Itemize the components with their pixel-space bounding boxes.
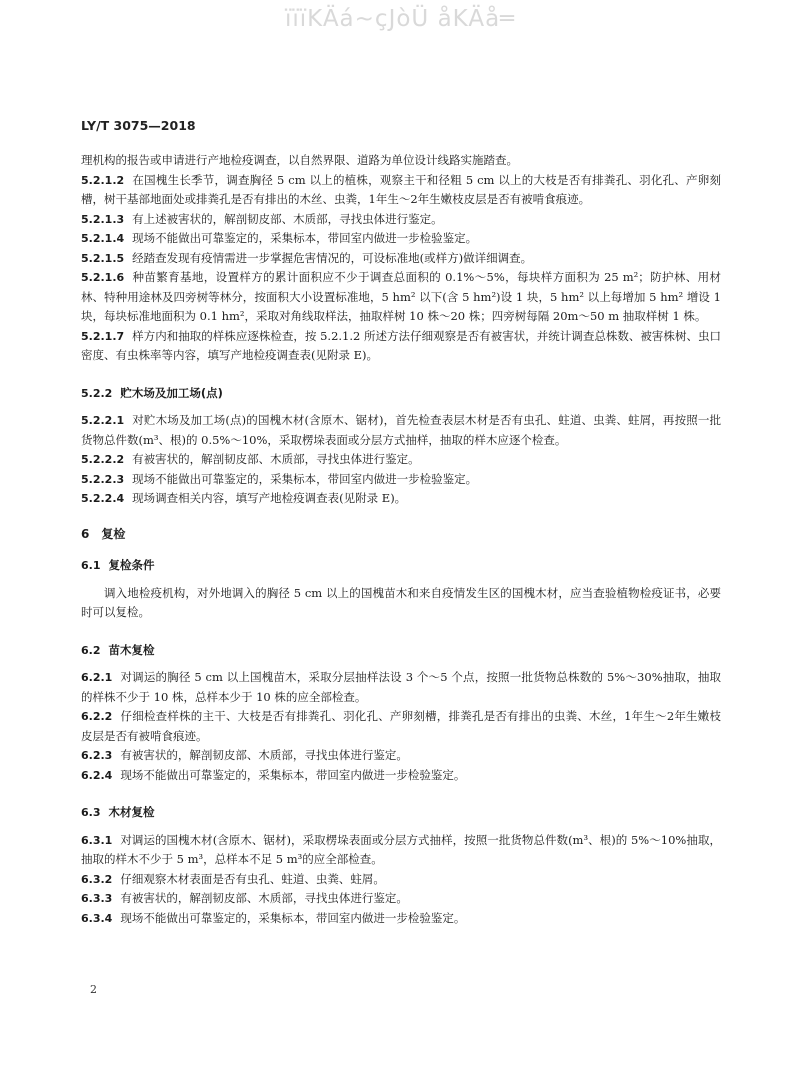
heading-number: 5.2.2 — [81, 386, 113, 400]
heading-title: 复检条件 — [108, 558, 155, 572]
heading-number: 6.1 — [81, 559, 101, 572]
clause-item — [81, 766, 721, 786]
intro-paragraph: 理机构的报告或申请进行产地检疫调查，以自然界限、道路为单位设计线路实施踏查。 — [81, 153, 518, 167]
clause-item — [81, 707, 721, 746]
heading-6 — [81, 525, 721, 545]
clause-item — [81, 489, 721, 509]
clause-number: 6.2.3 — [81, 749, 113, 762]
clause-number: 5.2.1.6 — [81, 271, 125, 284]
clause-item — [81, 229, 721, 249]
clause-text: 仔细检查样株的主干、大枝是否有排粪孔、羽化孔、产卵刻槽，排粪孔是否有排出的虫粪、木丝，1年生～2年生嫩枝皮层是否有被啃食痕迹。 — [81, 709, 721, 743]
clause-number: 5.2.2.4 — [81, 492, 125, 505]
clause-text: 经踏查发现有疫情需进一步掌握危害情况的，可设标准地(或样方)做详细调查。 — [132, 250, 533, 265]
document-body — [81, 151, 721, 928]
heading-6-3 — [81, 803, 721, 823]
clause-text: 现场不能做出可靠鉴定的，采集标本，带回室内做进一步检验鉴定。 — [120, 767, 466, 782]
clause-text: 对贮木场及加工场(点)的国槐木材(含原木、锯材)，首先检查表层木材是否有虫孔、蛀道、虫粪、蛀屑，再按照一批货物总件数(m³、根)的 0.5%～10%，采取楞垛表面或分层方式抽样，抽取的样木应逐个检查。 — [81, 413, 721, 447]
clause-number: 6.2.2 — [81, 710, 113, 723]
clause-number: 5.2.1.3 — [81, 212, 125, 226]
heading-number: 6.3 — [81, 806, 101, 819]
heading-title: 木材复检 — [108, 805, 155, 819]
heading-6-2 — [81, 641, 721, 661]
clause-text: 现场不能做出可靠鉴定的，采集标本，带回室内做进一步检验鉴定。 — [120, 910, 466, 925]
heading-number: 6 — [81, 526, 90, 541]
heading-6-1 — [81, 556, 721, 576]
clause-text: 种苗繁育基地，设置样方的累计面积应不少于调查总面积的 0.1%～5%，每块样方面积为 25 m²；防护林、用材林、特种用途林及四旁树等林分，按面积大小设置标准地，5 hm² 以下(含 5 hm²)设 1 块，5 hm² 以上每增加 5 hm² 增设 1 块，每块标准地面积为 0.1 hm²，采取对角线取样法，抽取样树 10 株～20 株；四旁树每隔 20m～50 m 抽取样树 1 株。 — [81, 270, 721, 323]
clause-item — [81, 327, 721, 366]
heading-5-2-2 — [81, 384, 721, 404]
clause-number: 5.2.1.4 — [81, 232, 125, 245]
clause-text: 现场调查相关内容，填写产地检疫调查表(见附录 E)。 — [132, 491, 407, 505]
clause-item — [81, 909, 721, 929]
clause-item — [81, 870, 721, 890]
clause-list-6-3 — [81, 831, 721, 929]
clause-text: 现场不能做出可靠鉴定的，采集标本，带回室内做进一步检验鉴定。 — [132, 231, 478, 245]
watermark: ïïïKÄá~çJòÜ åKÄå═ — [284, 6, 516, 32]
clause-item — [81, 746, 721, 766]
clause-number: 5.2.2.2 — [81, 453, 125, 466]
clause-text: 在国槐生长季节，调查胸径 5 cm 以上的植株，观察主干和径粗 5 cm 以上的大枝是否有排粪孔、羽化孔、产卵刻槽，树干基部地面处或排粪孔是否有排出的木丝、虫粪，1年生～2年生嫩枝皮层是否有被啃食痕迹。 — [81, 172, 721, 206]
clause-number: 5.2.2.1 — [81, 414, 125, 427]
heading-number: 6.2 — [81, 643, 101, 657]
clause-item — [81, 831, 721, 870]
heading-title: 苗木复检 — [108, 642, 155, 657]
clause-text: 样方内和抽取的样株应逐株检查，按 5.2.1.2 所述方法仔细观察是否有被害状，并统计调查总株数、被害株树、虫口密度、有虫株率等内容，填写产地检疫调查表(见附录 E)。 — [81, 328, 721, 362]
clause-number: 6.3.2 — [81, 872, 113, 886]
clause-list-5-2-2 — [81, 411, 721, 509]
clause-item — [81, 249, 721, 269]
clause-number: 5.2.1.2 — [81, 173, 125, 187]
clause-number: 6.3.1 — [81, 833, 113, 847]
paragraph-6-1: 调入地检疫机构，对外地调入的胸径 5 cm 以上的国槐苗木和来自疫情发生区的国槐木材，应当查验植物检疫证书，必要时可以复检。 — [81, 585, 721, 619]
heading-title: 贮木场及加工场(点) — [120, 385, 223, 400]
clause-text: 有被害状的，解剖韧皮部、木质部，寻找虫体进行鉴定。 — [120, 748, 408, 762]
clause-item — [81, 411, 721, 450]
clause-item — [81, 470, 721, 490]
clause-list-6-2 — [81, 668, 721, 785]
clause-number: 6.3.3 — [81, 892, 113, 905]
clause-text: 现场不能做出可靠鉴定的，采集标本，带回室内做进一步检验鉴定。 — [132, 471, 478, 486]
clause-text: 有上述被害状的，解剖韧皮部、木质部，寻找虫体进行鉴定。 — [132, 211, 443, 226]
clause-list-5-2-1 — [81, 171, 721, 366]
clause-number: 5.2.1.7 — [81, 329, 125, 343]
clause-item — [81, 268, 721, 327]
clause-number: 6.3.4 — [81, 911, 113, 925]
clause-text: 对调运的国槐木材(含原木、锯材)，采取楞垛表面或分层方式抽样，按照一批货物总件数(m³、根)的 5%～10%抽取，抽取的样木不少于 5 m³，总样本不足 5 m³的应全部检查。 — [81, 832, 721, 866]
standard-code: LY/T 3075—2018 — [81, 118, 196, 133]
clause-item — [81, 171, 721, 210]
clause-text: 有被害状的，解剖韧皮部、木质部，寻找虫体进行鉴定。 — [120, 891, 408, 905]
page-number: 2 — [90, 983, 97, 996]
clause-item — [81, 889, 721, 909]
clause-item — [81, 450, 721, 470]
heading-title: 复检 — [101, 526, 126, 541]
clause-number: 5.2.1.5 — [81, 251, 125, 265]
clause-text: 有被害状的，解剖韧皮部、木质部，寻找虫体进行鉴定。 — [132, 452, 420, 466]
clause-number: 5.2.2.3 — [81, 472, 125, 486]
clause-text: 仔细观察木材表面是否有虫孔、蛀道、虫粪、蛀屑。 — [120, 871, 385, 886]
clause-item — [81, 668, 721, 707]
clause-item — [81, 210, 721, 230]
clause-text: 对调运的胸径 5 cm 以上国槐苗木，采取分层抽样法设 3 个～5 个点，按照一批货物总株数的 5%～30%抽取，抽取的样株不少于 10 株，总样本少于 10 株的应全部检查。 — [81, 670, 721, 704]
clause-number: 6.2.1 — [81, 671, 113, 684]
clause-number: 6.2.4 — [81, 768, 113, 782]
